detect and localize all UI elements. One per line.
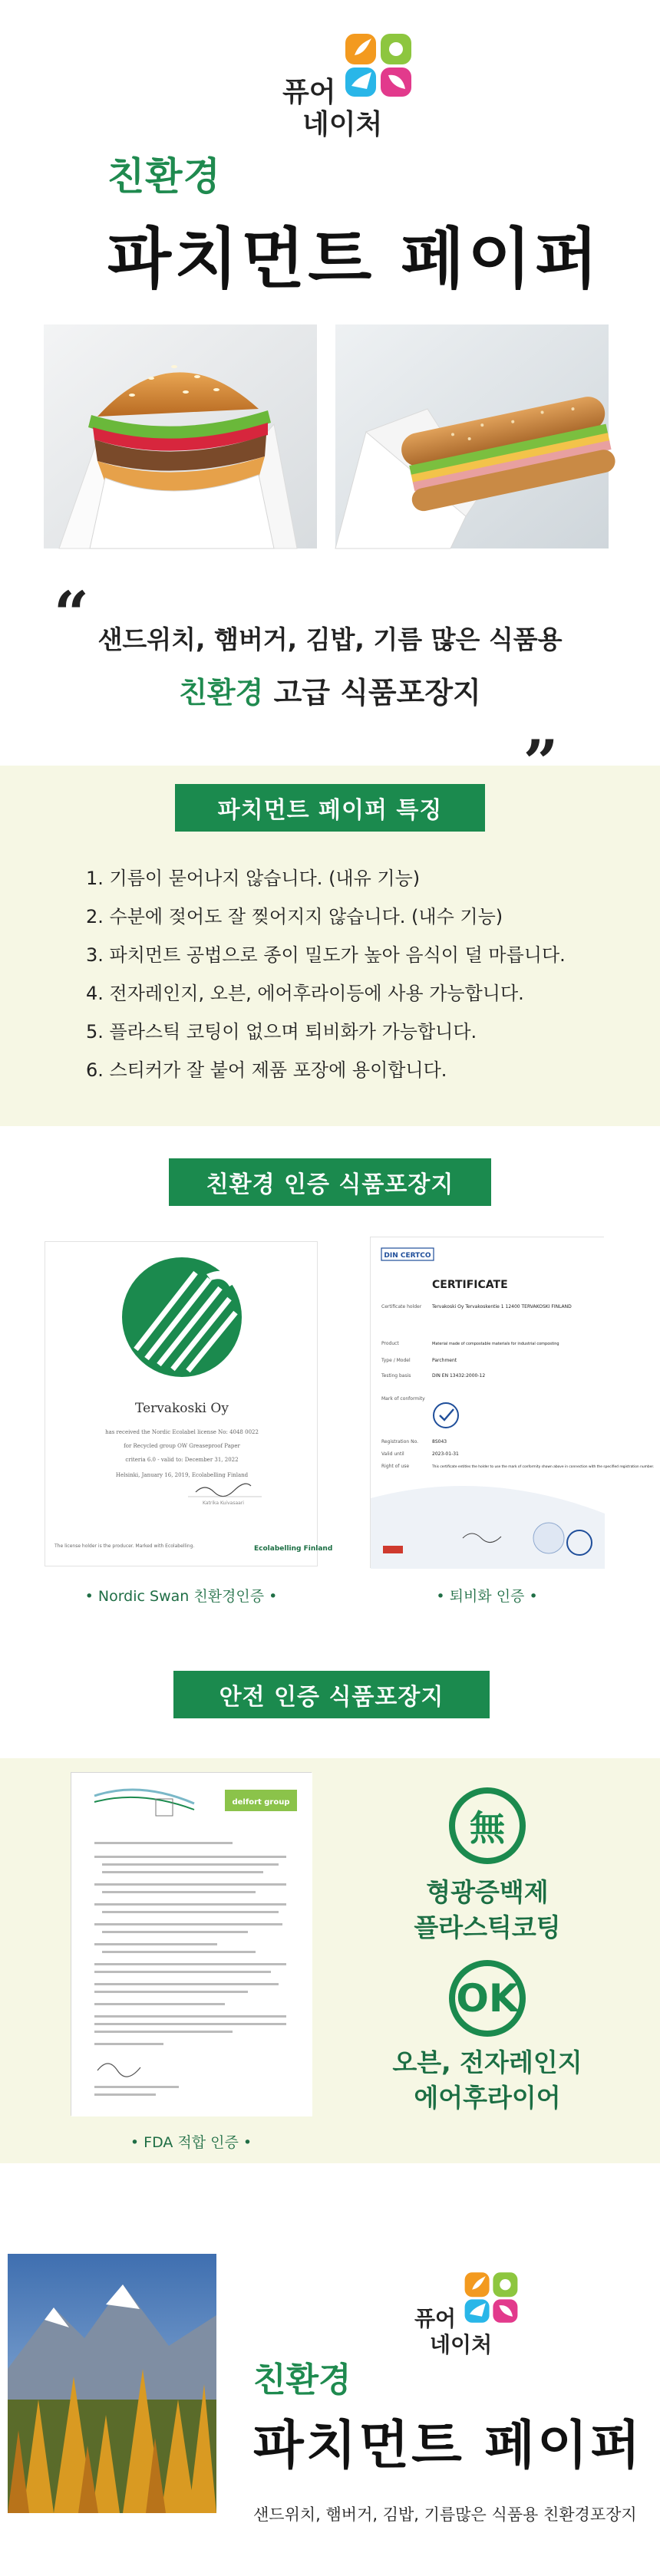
din-heading: CERTIFICATE [432, 1279, 508, 1291]
nordic-swan-certificate [45, 1241, 333, 1566]
ok-line1: 오븐, 전자레인지 [392, 2047, 582, 2077]
forest-photo [8, 2254, 216, 2513]
din-basis-label: Testing basis [381, 1373, 411, 1379]
footer-subtitle: 샌드위치, 햄버거, 김밥, 기름많은 식품용 친환경포장지 [253, 2505, 637, 2524]
nordic-foot-right: Ecolabelling Finland [254, 1545, 333, 1553]
forest-illustration [8, 2254, 216, 2513]
footer-eco-label: 친환경 [253, 2360, 351, 2400]
footer-title: 파치먼트 페이퍼 [253, 2416, 643, 2476]
burger-photo [44, 324, 317, 548]
din-basis-value: DIN EN 13432:2000-12 [432, 1373, 486, 1379]
nordic-caption: • Nordic Swan 친환경인증 • [84, 1588, 278, 1605]
din-logo: DIN CERTCO [384, 1252, 431, 1260]
no-additive-text [361, 1875, 614, 1945]
hero-eco-label: 친환경 [107, 154, 221, 199]
brand-name [282, 77, 382, 141]
feature-item: 4. 전자레인지, 오븐, 에어후라이등에 사용 가능합니다. [86, 983, 524, 1004]
footer-brand-block [414, 2271, 530, 2355]
nordic-foot-left: The license holder is the producer. Marked with Ecolabelling. [54, 1543, 195, 1549]
no-additive-line1: 형광증백제 [426, 1877, 549, 1907]
burger-illustration [44, 324, 317, 548]
safety-cert-title: 안전 인증 식품포장지 [173, 1671, 490, 1718]
din-reg-label: Registration No. [381, 1439, 419, 1444]
footer-brand-line2: 네이처 [430, 2332, 493, 2357]
fda-caption: • FDA 적합 인증 • [130, 2134, 252, 2151]
brand-name-line1: 퓨어 [282, 77, 336, 108]
din-valid-value: 2023-01-31 [432, 1451, 459, 1457]
nordic-line1: has received the Nordic Ecolabel license No: 4048 0022 [105, 1429, 259, 1435]
din-holder-label: Certificate holder [381, 1304, 422, 1309]
quote-open-mark: “ [54, 578, 90, 650]
feature-item: 3. 파치먼트 공법으로 종이 밀도가 높아 음식이 덜 마릅니다. [86, 944, 566, 966]
ok-badge-icon: OK [449, 1960, 526, 2037]
din-right-value: This certificate entitles the holder to use the mark of conformity shown above in connection with the specified registration number. [432, 1465, 655, 1469]
din-trade-value: Parchment [432, 1358, 457, 1363]
footer-brand-name [414, 2306, 492, 2358]
din-product-label: Product [381, 1341, 399, 1346]
no-additive-line2: 플라스틱코팅 [414, 1912, 561, 1942]
din-certco-certificate [370, 1237, 655, 1568]
nordic-line2: for Recycled group OW Greaseproof Paper [124, 1443, 240, 1449]
sandwich-illustration [335, 324, 609, 548]
feature-item: 6. 스티커가 잘 붙어 제품 포장에 용이합니다. [86, 1059, 447, 1081]
fda-logo-right: delfort group [232, 1798, 290, 1807]
brand-name-line2: 네이처 [302, 109, 383, 140]
din-product-value: Material made of compostable materials for industrial composting [432, 1342, 559, 1346]
sandwich-photo [335, 324, 609, 548]
quote-line2-accent: 친환경 [179, 676, 264, 710]
din-right-label: Right of use [381, 1464, 410, 1469]
nordic-sig: Katrika Kuivasaari [203, 1500, 244, 1506]
din-holder-value: Tervakoski Oy Tervakoskentie 1 12400 TERVAKOSKI FINLAND [432, 1304, 572, 1309]
din-reg-value: 8S043 [432, 1439, 447, 1444]
nordic-certificate-image [45, 1242, 333, 1567]
din-mark-label: Mark of conformity [381, 1396, 425, 1402]
hero-title: 파치먼트 페이퍼 [107, 221, 602, 298]
ok-line2: 에어후라이어 [414, 2083, 561, 2113]
din-certificate-image [371, 1237, 655, 1569]
fda-certificate [71, 1772, 312, 2116]
ok-text [361, 2045, 614, 2116]
quote-line1: 샌드위치, 햄버거, 김밥, 기름 많은 식품용 [97, 624, 563, 654]
din-caption: • 퇴비화 인증 • [436, 1588, 538, 1605]
no-additive-badge-icon: 無 [449, 1787, 526, 1864]
nordic-line3: criteria 6.0 - valid to: December 31, 2022 [125, 1457, 239, 1463]
features-list [86, 859, 566, 1089]
nordic-line4: Helsinki, January 16, 2019, Ecolabelling Finland [115, 1472, 249, 1478]
footer-brand-line1: 퓨어 [414, 2306, 457, 2331]
features-title: 파치먼트 페이퍼 특징 [175, 784, 485, 832]
quote-close-mark: „ [524, 691, 560, 763]
feature-item: 5. 플라스틱 코팅이 없으며 퇴비화가 가능합니다. [86, 1021, 477, 1043]
brand-block [282, 32, 436, 140]
feature-item: 1. 기름이 묻어나지 않습니다. (내유 기능) [86, 868, 421, 889]
feature-item: 2. 수분에 젖어도 잘 찢어지지 않습니다. (내수 기능) [86, 906, 503, 927]
eco-cert-title: 친환경 인증 식품포장지 [169, 1158, 491, 1206]
quote-line2 [0, 669, 660, 711]
din-trade-label: Type / Model [381, 1358, 411, 1363]
fda-certificate-image [71, 1773, 312, 2116]
din-valid-label: Valid until [381, 1451, 404, 1457]
quote-line2-rest: 고급 식품포장지 [263, 676, 481, 710]
nordic-company: Tervakoski Oy [135, 1401, 229, 1416]
